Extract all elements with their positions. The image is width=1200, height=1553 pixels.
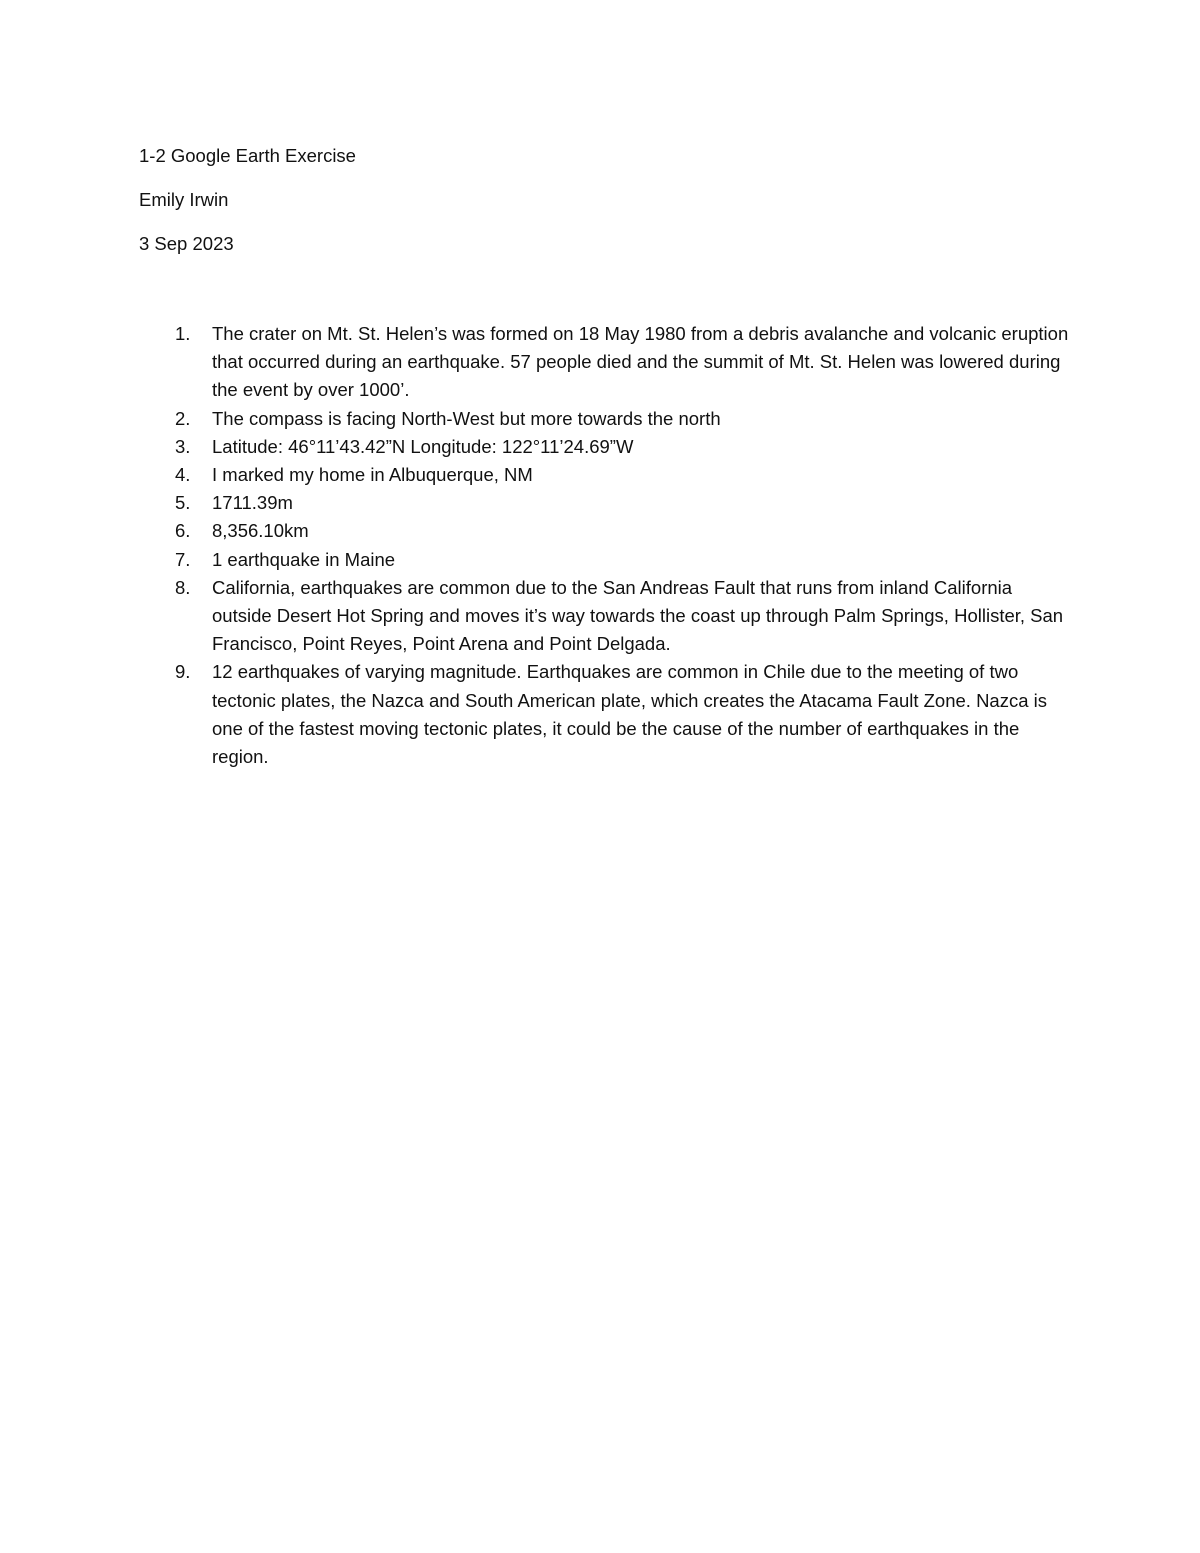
answer-list [139, 320, 1069, 771]
answer-text: The compass is facing North-West but more towards the north [212, 407, 721, 429]
answer-number: 9. [175, 661, 191, 683]
answer-number: 6. [175, 520, 191, 542]
answer-number: 7. [175, 548, 191, 570]
answer-item-1 [139, 320, 1069, 405]
answer-text: 8,356.10km [212, 520, 309, 542]
document-title: 1-2 Google Earth Exercise [139, 145, 356, 166]
answer-text: 1711.39m [212, 492, 293, 514]
answer-item-3 [139, 433, 1069, 461]
answer-number: 8. [175, 576, 191, 598]
answer-text: Latitude: 46°11’43.42”N Longitude: 122°11’24.69”W [212, 435, 634, 457]
answer-item-9 [139, 658, 1069, 771]
answer-number: 4. [175, 464, 191, 486]
answer-item-2 [139, 405, 1069, 433]
answer-number: 5. [175, 492, 191, 514]
answer-item-4 [139, 461, 1069, 489]
answer-text: California, earthquakes are common due to the San Andreas Fault that runs from inland California outside Desert Hot Spring and moves it’s way towards the coast up through Palm Springs, Hollister, San Francisco, Point Reyes, Point Arena and Point Delgada. [212, 576, 1064, 655]
answer-text: The crater on Mt. St. Helen’s was formed on 18 May 1980 from a debris avalanche and volcanic eruption that occurred during an earthquake. 57 people died and the summit of Mt. St. Helen was lowered during the event by over 1000’. [212, 323, 1069, 401]
document-date: 3 Sep 2023 [139, 233, 234, 254]
answer-item-7 [139, 546, 1069, 574]
answer-item-6 [139, 517, 1069, 545]
answer-number: 3. [175, 435, 191, 457]
answer-text: I marked my home in Albuquerque, NM [212, 464, 533, 486]
answer-text: 12 earthquakes of varying magnitude. Earthquakes are common in Chile due to the meeting of two tectonic plates, the Nazca and South American plate, which creates the Atacama Fault Zone. Nazca is one of the fastest moving tectonic plates, it could be the cause of the number of earthquakes in the region. [212, 661, 1048, 768]
answer-item-8 [139, 574, 1069, 659]
author-name: Emily Irwin [139, 189, 229, 210]
answer-number: 2. [175, 407, 191, 429]
answer-item-5 [139, 489, 1069, 517]
answer-number: 1. [175, 323, 191, 344]
answer-text: 1 earthquake in Maine [212, 548, 396, 570]
